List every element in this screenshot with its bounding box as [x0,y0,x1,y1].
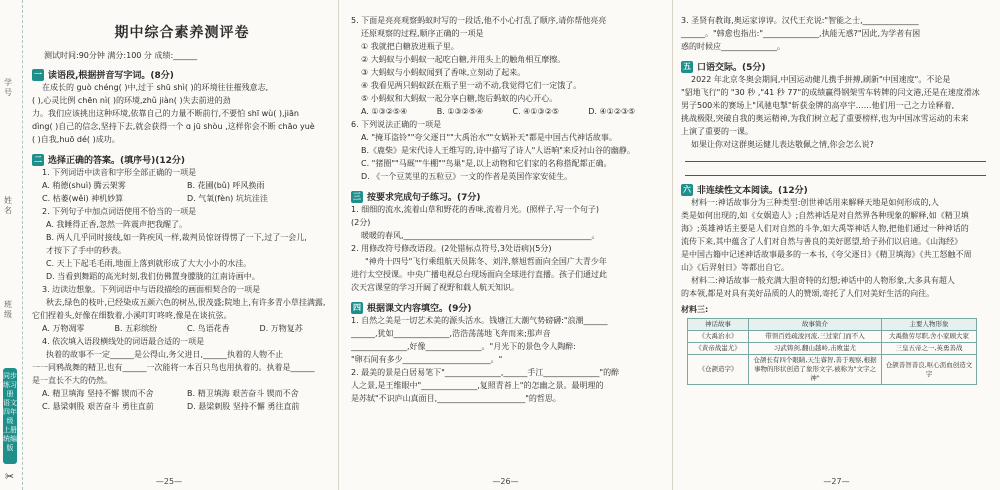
q5-item: ④ 我看见两只蚂蚁跃在瓶子里一动不动,我觉得它们一定饿了。 [361,81,582,90]
fill-task-1: ______________,好像______________。"月光下的景色令人陶醉: [351,342,576,351]
material-1: 流传下来,其中蕴含了人们对自然与善良的美好愿望,给子孙们以启迪。《山海经》 [681,237,963,246]
oral-question: 如果让你对这群奥运健儿表达敬佩之情,你会怎么说? [691,140,874,149]
myth-table [687,318,977,385]
q3-passage: 它们捏着头,好像在细数着,小溪叮叮咚咚,像是在谈抗弦。 [32,311,232,320]
book-tab: 同步练习册 语文四年级 上册 统编版 [3,368,17,464]
table-cell: 《黄帝战蚩尤》 [688,343,749,355]
table-row [688,331,977,343]
table-cell: 三皇五帝之一,英勇善战 [882,343,977,355]
table-header: 神话故事 [688,319,749,331]
table-cell: 仓颉善智善良,呕心沥血创造文字 [882,355,977,385]
material-1: 是中国古籍中记述神话故事最多的一本书,《夸父逐日》《精卫填海》《共工怒触不周 [681,250,972,259]
page-number: —26— [492,477,519,486]
text-line: dìng( )自己的信念,坚持下去,就会获得一个 ɑ jū shòu ,这样你会不断 chāo yuè [32,122,315,131]
table-cell: 仓颉长有四个眼睛,天生睿智,善于观察,根据事物的形状创造了象形文字,被称为"文字之神" [749,355,882,385]
table-header: 故事简介 [749,319,882,331]
section-6-heading: 六 非连续性文本阅读。(12分) [683,184,808,196]
oral-passage: 上演了重要的一课。 [681,127,753,136]
section-6-badge: 六 [683,184,691,194]
student-name-label: 姓名 [4,196,12,215]
table-header-row [688,319,977,331]
q2-option: A. 我睡得正香,忽然一阵震声把我醒了。 [46,220,187,229]
q5-item: ③ 大蚂蚁与小蚂蚁闻到了香味,立刻动了起来。 [361,68,526,77]
material-3-label: 材料三: [681,305,709,314]
question-2: 2. 下列句子中加点词语使用不恰当的一项是 [42,207,197,216]
q1-options: A. 稍德(shuì) 腾云架雾 B. 花圃(bǔ) 呼风换雨 [42,181,265,190]
question-3: 3. 边读边想象。下列词语中与语段描绘的画面相契合的一项是 [42,285,261,294]
question-5-cont: 还原观察的过程,顺序正确的一项是 [361,29,484,38]
oral-passage: 2022 年北京冬奥会期间,中国运动健儿携手拼搏,刷新"中国速度"。不论是 [691,75,951,84]
q2-option: B. 两人几乎同时接线,如一阵疾风一样,裁判员惊讶得愣了一下,过了一会儿, [46,233,307,242]
q4-passage: 执着的故事不一定______是公得山,务父进日,______执着的人物不止 [46,350,284,359]
text-line: ( )自我,huō dé( )成功。 [32,135,120,144]
section-2-badge: 二 [34,154,42,164]
q2-option: D. 当看到舞蹈的高光时刻,我们仿佛置身朦胧的江南诗画中。 [46,272,260,281]
section-5-badge: 五 [683,61,691,71]
oral-passage: "貂地飞行"的 "30 秒 ,"41 秒 77"的成绩赢得钢架雪车转牌的闫文港,还是在速度滑冰 [681,88,980,97]
q5-item: ⑤ 小蚂蚁和大蚂蚁一起分享白糖,饱后蚂蚁的内心开心。 [361,94,558,103]
answer-line [685,151,986,162]
page-26 [338,0,672,490]
section-3-badge: 三 [353,191,361,201]
page-number: —25— [155,477,183,486]
table-cell: 带领百姓疏浚河流,三过家门而不入 [749,331,882,343]
table-cell: 《大禹治水》 [688,331,749,343]
q4-options: A. 精卫填海 坚持不懈 锲而不舍 B. 精卫填海 艰苦奋斗 锲而不舍 [42,389,299,398]
scissors-icon: ✂ [5,470,15,483]
q3-options: A. 万物凋零 B. 五彩缤纷 C. 鸟语花香 D. 万物复苏 [42,324,303,333]
q2-option: C. 天上下起毛毛雨,地面上落到就形成了大大小小的水洼。 [46,259,252,268]
question-5: 5. 下面是亮亮观察蚂蚁时写的一段话,他不小心打乱了顺序,请你帮他亮亮 [351,16,607,25]
q5-item: ② 大蚂蚁与小蚂蚁一起吃白糖,并用头上的触角相互摩擦。 [361,55,566,64]
page-title: 期中综合素养测评卷 [114,25,250,41]
q4-passage: 是一直长不大的仍然。 [32,376,112,385]
section-1-badge: 一 [34,69,42,79]
fill-task-3: 3. 圣贤有教诲,奥运家谆谆。汉代王充说:"智能之士,______________ [681,16,919,25]
q6-item: C. "猪圈""马厩""牛棚""鸟巢"是,以上动物和它们家的名称搭配都正确。 [361,159,612,168]
question-4: 4. 依次填入语段横线处的词语最合适的一项是 [42,337,205,346]
section-3-heading: 三 按要求完成句子练习。(7分) [353,191,481,203]
page-number: —27— [823,477,850,486]
oral-passage: 挑战极限,突破自我的奥运精神,为我们树立起了重要榜样,也为中国冰雪运动的未来 [681,114,969,123]
fill-task-1: 1. 自然之美是一切艺术美的源头活水。钱塘江大潮气势磅礴:"浪潮______ [351,316,608,325]
q4-passage: 一一同鸦战舞的精卫,也有______一次能将一本百只鸟也用执着的。执着是______ [32,363,315,372]
text-line: 力。我们应该挑出这种环境,依靠自己的力量不断前行,不要怕 shī wù( ),jiān [32,109,299,118]
edit-passage: 次天宫课堂的学习开阔了视野和载人航天知识。 [351,283,519,292]
class-label: 班级 [4,300,12,319]
q6-item: D. 《一个豆荚里的五粒豆》一文的作者是英国作家安徒生。 [361,172,573,181]
fill-task-2: 是苏轼"不识庐山真面目,______________________"的哲思。 [351,394,561,403]
oral-passage: 男子500米的赛场上"风驰电掣"斩获金牌的高亭宇……他们用一己之力诠释着, [681,101,955,110]
table-row [688,343,977,355]
page-27 [672,0,1000,490]
material-2: 材料二:神话故事一般充满大胆奇特的幻想;神话中的人物形象,大多具有超人 [691,276,955,285]
section-4-badge: 四 [353,302,361,312]
edit-passage: 进行太空授课。中央广播电视总台现场面向全球进行直播。孩子们通过此 [351,270,607,279]
table-cell: 习武铸剑,翻山越岭,击败蚩尤 [749,343,882,355]
table-cell: 大禹勤劳尽职,舍小家顾大家 [882,331,977,343]
material-1: 山》《后羿射日》等都出自它。 [681,263,789,272]
page-25 [0,0,338,490]
fill-task-1: ______,犹如______________,浩浩荡荡地飞奔而来;那声音 [351,329,551,338]
q5-options: A. ①③②⑤④ B. ①③②⑤④ C. ④①③②⑤ D. ④①②③⑤ [361,107,636,116]
fill-task-2: 2. 最美的景是白居易笔下"______________,______手江______________"的醉 [351,368,620,377]
fill-task-3: 惑的时候应______________。 [681,42,785,51]
text-line: ( ),心灵比例 chēn nì( )的环境,zhǔ jiàn( )失去前进的劲 [32,96,231,105]
q5-item: ① 我就把白糖放进瓶子里。 [361,42,459,51]
sentence-task-1: 1. 细细的流水,流着山草和野花的香味,流着月光。(照样子,写一个句子) [351,205,600,214]
material-1: 海》;英雄神话主要是人们对自然的斗争,如大禹等神话人物,把他们通过一种神话的 [681,224,969,233]
q1-options-2: C. 枯萎(wěi) 神机妙算 D. 气氧(fèn) 坑坑洼洼 [42,194,268,203]
edit-passage: "神舟十四号"飞行乘组航天员陈冬、刘洋,蔡旭哲面向全国广大青少年 [365,257,607,266]
material-1: 类是如何出现的,如《女娲造人》;自然神话是对自然界各种现象的解释,如《精卫填 [681,211,969,220]
q6-item: B.《鹿柴》是宋代诗人王维写的,诗中描写了诗人"人语响"来反衬山谷的幽静。 [361,146,635,155]
section-4-heading: 四 根据课文内容填空。(9分) [353,302,472,314]
question-1: 1. 下列词语中读音和字形全部正确的一项是 [42,168,197,177]
sentence-task-2: 2. 用修改符号修改语段。(2处错标点符号,3处语病)(5分) [351,244,552,253]
table-row [688,355,977,385]
fill-task-1: "卵石间有多少______________________。" [351,355,503,364]
binding-margin [0,0,23,490]
material-2: 的本领,都是对具有美好品质的人的赞颂,寄托了人们对美好生活的向往。 [681,289,935,298]
q2-option: 才按下了手中的秒表。 [46,246,126,255]
section-2-heading: 二 选择正确的答案。(填序号)(12分) [34,154,185,166]
answer-line [685,162,986,176]
text-line: 在成长的 guò chéng( )中,过于 shū shì( )的环境往往摧残意志, [42,83,269,92]
section-5-heading: 五 口语交际。(5分) [683,61,766,73]
fill-task-2: 人之景,是王维眼中"______________,复照青苔上"的怎幽之景。最明理的 [351,381,604,390]
sentence-task-1-points: (2分) [351,218,371,227]
test-meta: 测试时间:90分钟 满分:100 分 成绩:______ [44,51,198,60]
q3-passage: 秋去,绿色的枝叶,已经染成五颜六色的树丛,很茂盛;院地上,有许多青小草挂满露, [46,298,326,307]
section-1-heading: 一 读语段,根据拼音写字词。(8分) [34,69,174,81]
q6-item: A. "掩耳盗铃""夸父逐日""大禹治水""女娲补天"都是中国古代神话故事。 [361,133,617,142]
q4-options-2: C. 悬梁刺股 艰苦奋斗 勇往直前 D. 悬梁刺股 坚持不懈 勇往直前 [42,402,300,411]
table-cell: 《仓颉造字》 [688,355,749,385]
table-header: 主要人物形象 [882,319,977,331]
sentence-task-1-answer: 暖暖的春风,_______________________________________________。 [361,231,600,240]
fill-task-3: ______。"韩愈也指出:"______________,执能无惑?"因此,为学者有困 [681,29,921,38]
question-6: 6. 下列说法正确的一项是 [351,120,442,129]
student-number-label: 学号 [4,78,12,97]
material-1: 材料一:神话故事分为三种类型:创世神话用来解释天地是如何形成的,人 [691,198,939,207]
